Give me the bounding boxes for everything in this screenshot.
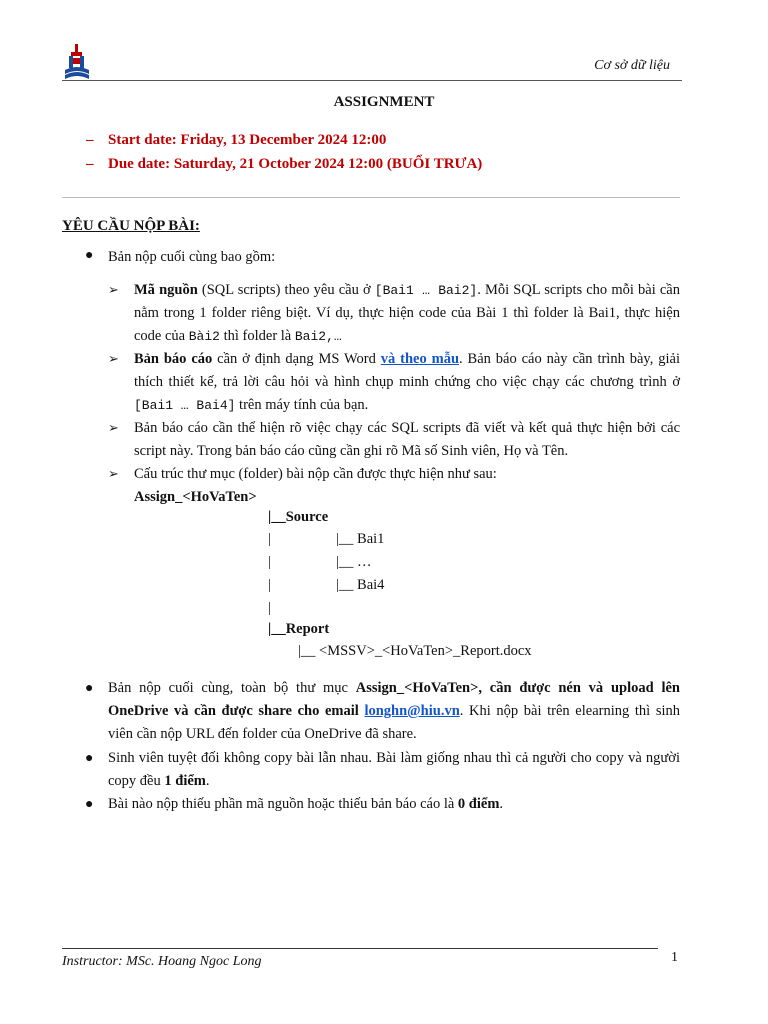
tree-report-file: |__ <MSSV>_<HoVaTen>_Report.docx — [298, 643, 532, 659]
bullet-dot-icon: ● — [85, 751, 94, 766]
tree-pipe: | — [268, 531, 271, 547]
tree-pipe: | — [268, 600, 271, 616]
due-date: – Due date: Saturday, 21 October 2024 12:00 (BUỔI TRƯA) — [86, 156, 483, 172]
tree-bai4: |__ Bai4 — [336, 577, 385, 593]
tree-dots: |__ … — [336, 554, 372, 570]
bullet-item: Bản nộp cuối cùng bao gồm: — [108, 249, 276, 265]
page-number: 1 — [671, 950, 678, 965]
section-divider — [62, 197, 680, 198]
bullet-item-no-copy: Sinh viên tuyệt đối không copy bài lẫn nhau. Bài làm giống nhau thì cả người cho copy và người copy đều 1 điểm. — [108, 750, 680, 789]
bullet-dot-icon: ● — [85, 797, 94, 812]
tree-report: |__Report — [268, 621, 330, 637]
arrow-check-icon: ➢ — [108, 466, 119, 481]
bullet-item-missing: Bài nào nộp thiếu phần mã nguồn hoặc thiếu bản báo cáo là 0 điểm. — [108, 796, 504, 812]
course-name: Cơ sở dữ liệu — [594, 58, 670, 73]
arrow-check-icon: ➢ — [108, 420, 119, 435]
tree-pipe: | — [268, 554, 271, 570]
bullet-item-upload: Bản nộp cuối cùng, toàn bộ thư mục Assign_<HoVaTen>, cần được nén và upload lên OneDrive và cần được share cho email longhn@hiu.vn. Khi nộp bài trên elearning thì sinh viên cần nộp URL đến folder của OneDrive đã share. — [108, 680, 680, 742]
sub-item-source-code: Mã nguồn (SQL scripts) theo yêu cầu ở [Bai1 … Bai2]. Mỗi SQL scripts cho mỗi bài cần nằm trong 1 folder riêng biệt. Ví dụ, thực hiện code của Bài 1 thì folder là Bai1, thực hiện code của Bài2 thì folder là Bai2,… — [134, 282, 680, 344]
bullet-dot-icon: ● — [85, 681, 94, 696]
template-link[interactable]: và theo mẫu — [380, 351, 460, 367]
sub-item-report: Bản báo cáo cần ở định dạng MS Word và theo mẫu. Bản báo cáo này cần trình bày, giải thích thiết kế, trả lời câu hỏi và hình chụp minh chứng cho việc chạy các chương trình ở [Bai1 … Bai4] trên máy tính của bạn. — [134, 351, 680, 413]
arrow-check-icon: ➢ — [108, 282, 119, 297]
date-list — [86, 128, 482, 176]
sub-item-report-details: Bản báo cáo cần thể hiện rõ việc chạy các SQL scripts đã viết và kết quả thực hiện bởi các script này. Trong bản báo cáo cũng cần ghi rõ Mã số Sinh viên, Họ và Tên. — [134, 420, 680, 459]
section-heading: YÊU CẦU NỘP BÀI: — [62, 218, 200, 234]
university-logo-icon — [64, 44, 90, 82]
bullet-dot-icon: ● — [85, 248, 94, 263]
tree-bai1: |__ Bai1 — [336, 531, 385, 547]
footer-divider — [62, 948, 658, 949]
instructor-name: Instructor: MSc. Hoang Ngoc Long — [62, 954, 262, 969]
email-link[interactable]: longhn@hiu.vn — [364, 703, 460, 719]
page-title: ASSIGNMENT — [333, 94, 435, 110]
start-date: – Start date: Friday, 13 December 2024 12:00 — [86, 132, 387, 148]
sub-item-folder-structure: Cấu trúc thư mục (folder) bài nộp cần được thực hiện như sau: Assign_<HoVaTen> — [134, 466, 497, 505]
header-divider — [62, 80, 682, 81]
tree-source: |__Source — [268, 509, 329, 525]
tree-pipe: | — [268, 577, 271, 593]
arrow-check-icon: ➢ — [108, 351, 119, 366]
